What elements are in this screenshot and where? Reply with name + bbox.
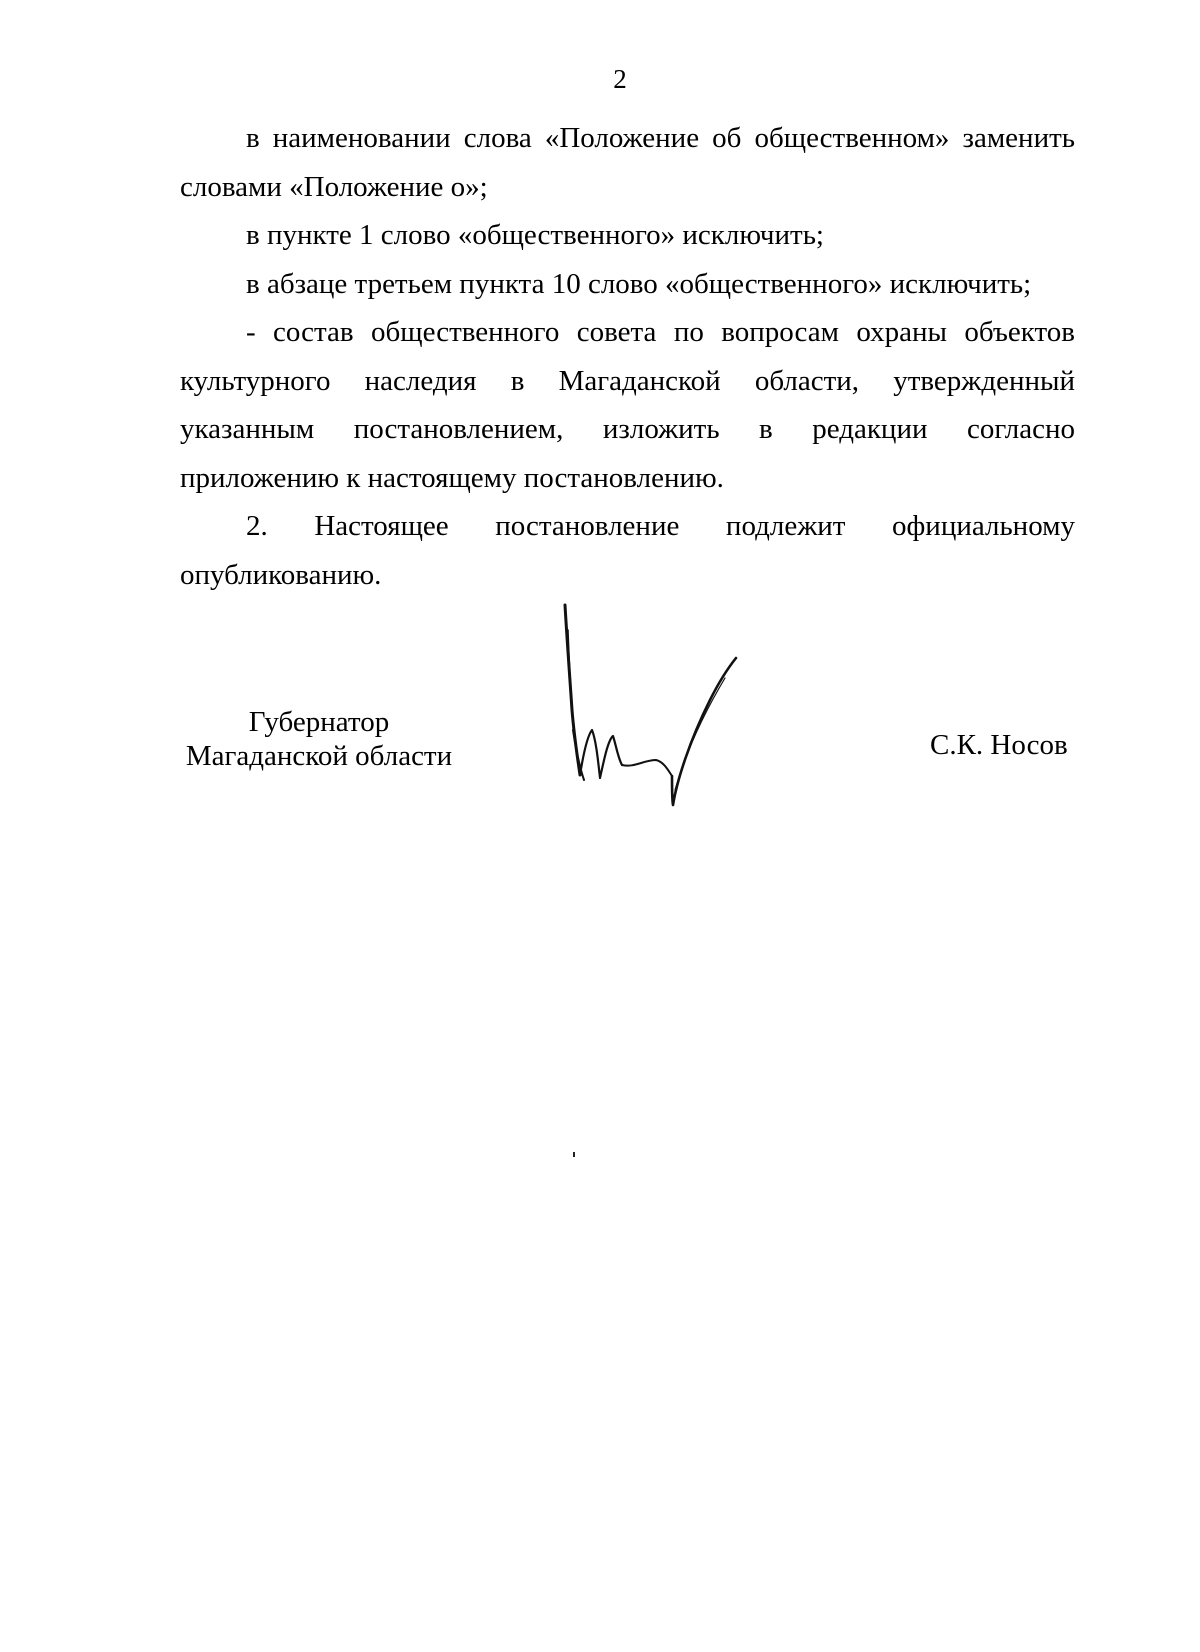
page-number: 2	[613, 64, 627, 94]
signer-name: С.К. Носов	[930, 729, 1068, 761]
signature-block	[0, 600, 1200, 820]
paragraph-point-1: в пункте 1 слово «общественного» исключить;	[246, 219, 824, 251]
document-body	[180, 114, 1075, 599]
signer-title	[178, 705, 460, 773]
signer-title-line2: Магаданской области	[185, 740, 453, 772]
signer-title-line1: Губернатор	[248, 706, 390, 738]
handwritten-signature	[560, 600, 780, 810]
paragraph-publication: 2. Настоящее постановление подлежит официальному опубликованию.	[180, 510, 1075, 591]
paragraph-council-composition: - состав общественного совета по вопросам охраны объектов культурного наследия в Магаданской области, утвержденный указанным постановлением, изложить в редакции согласно приложению к настоящему постановлению.	[180, 316, 1075, 494]
paragraph-rename-title: в наименовании слова «Положение об общественном» заменить словами «Положение о»;	[180, 122, 1075, 203]
scan-speck	[573, 1152, 575, 1157]
paragraph-point-10: в абзаце третьем пункта 10 слово «общественного» исключить;	[246, 267, 1032, 300]
